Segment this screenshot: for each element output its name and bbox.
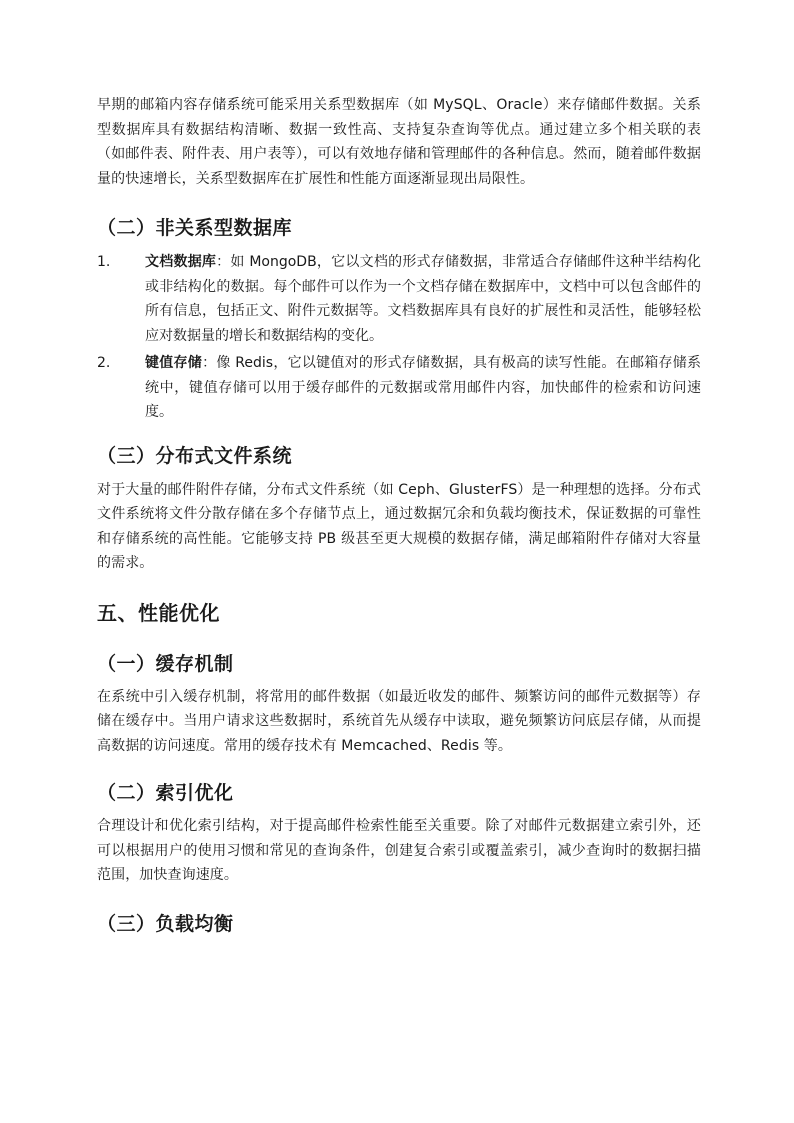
heading-performance-optimization: 五、性能优化	[97, 600, 220, 625]
list-item-document-db	[97, 250, 701, 348]
heading-load-balancing: （三）负载均衡	[97, 912, 234, 935]
document-page	[97, 93, 701, 938]
list-number: 1.	[97, 254, 111, 270]
intro-paragraph: 早期的邮箱内容存储系统可能采用关系型数据库（如 MySQL、Oracle）来存储邮件数据。关系型数据库具有数据结构清晰、数据一致性高、支持复杂查询等优点。通过建立多个相关联的表（如邮件表、附件表、用户表等），可以有效地存储和管理邮件的各种信息。然而，随着邮件数据量的快速增长，关系型数据库在扩展性和性能方面逐渐显现出局限性。	[97, 97, 701, 187]
list-number: 2.	[97, 355, 111, 371]
list-text: ：如 MongoDB，它以文档的形式存储数据，非常适合存储邮件这种半结构化或非结构化的数据。每个邮件可以作为一个文档存储在数据库中，文档中可以包含邮件的所有信息，包括正文、附件元数据等。文档数据库具有良好的扩展性和灵活性，能够轻松应对数据量的增长和数据结构的变化。	[145, 254, 701, 344]
heading-cache-mechanism: （一）缓存机制	[97, 652, 234, 675]
distributed-fs-paragraph: 对于大量的邮件附件存储，分布式文件系统（如 Ceph、GlusterFS）是一种理想的选择。分布式文件系统将文件分散存储在多个存储节点上，通过数据冗余和负载均衡技术，保证数据的可靠性和存储系统的高性能。它能够支持 PB 级甚至更大规模的数据存储，满足邮箱附件存储对大容量的需求。	[97, 481, 701, 571]
index-paragraph: 合理设计和优化索引结构，对于提高邮件检索性能至关重要。除了对邮件元数据建立索引外，还可以根据用户的使用习惯和常见的查询条件，创建复合索引或覆盖索引，减少查询时的数据扫描范围，加快查询速度。	[97, 818, 701, 883]
heading-nonrelational-db: （二）非关系型数据库	[97, 217, 293, 239]
list-term: 键值存储	[145, 355, 203, 371]
cache-paragraph: 在系统中引入缓存机制，将常用的邮件数据（如最近收发的邮件、频繁访问的邮件元数据等）存储在缓存中。当用户请求这些数据时，系统首先从缓存中读取，避免频繁访问底层存储，从而提高数据的访问速度。常用的缓存技术有 Memcached、Redis 等。	[97, 688, 701, 754]
heading-index-optimization: （二）索引优化	[97, 782, 234, 804]
heading-distributed-fs: （三）分布式文件系统	[97, 444, 293, 467]
list-text: ：像 Redis，它以键值对的形式存储数据，具有极高的读写性能。在邮箱存储系统中，键值存储可以用于缓存邮件的元数据或常用邮件内容，加快邮件的检索和访问速度。	[145, 355, 702, 420]
list-term: 文档数据库	[145, 254, 217, 270]
list-item-key-value	[97, 351, 701, 425]
